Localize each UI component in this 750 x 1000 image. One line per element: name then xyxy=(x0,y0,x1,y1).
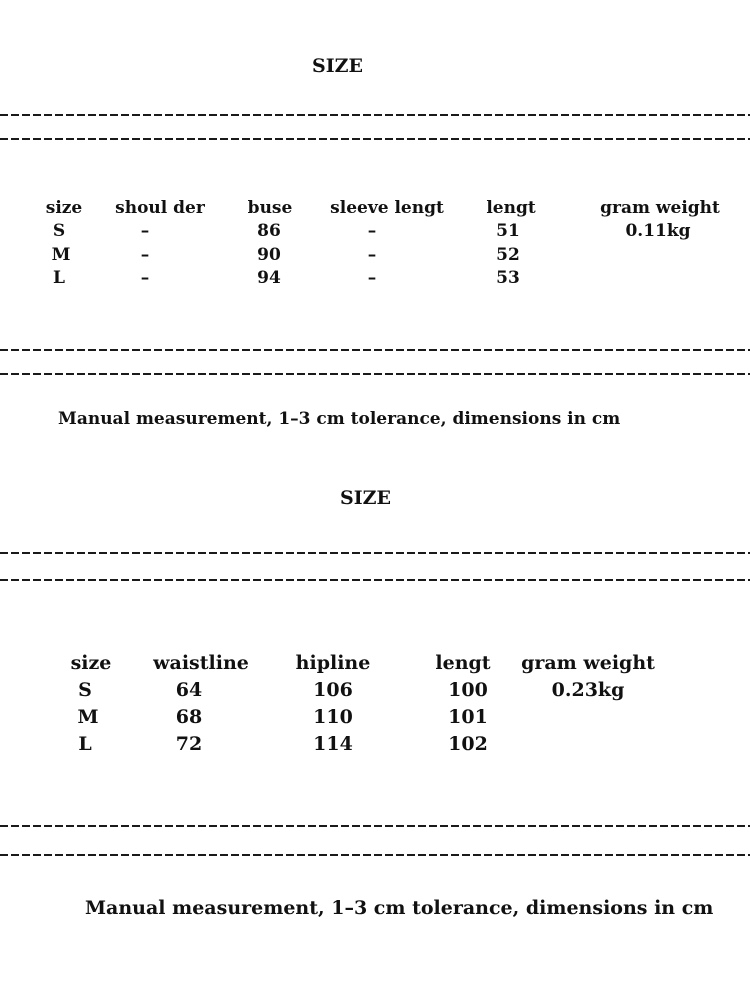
table-header: lengt xyxy=(435,652,491,674)
table-cell: 0.23kg xyxy=(551,679,625,701)
measurement-note: Manual measurement, 1–3 cm tolerance, dimensions in cm xyxy=(58,409,621,429)
dashed-divider xyxy=(0,349,750,351)
dashed-divider xyxy=(0,373,750,375)
table-header: size xyxy=(70,652,112,674)
size-chart-top-title: SIZE xyxy=(312,55,363,77)
table-cell: 51 xyxy=(496,221,520,241)
dashed-divider xyxy=(0,854,750,856)
table-cell: S xyxy=(78,679,92,701)
table-cell: L xyxy=(78,733,92,755)
table-cell: 53 xyxy=(496,268,520,288)
table-cell: – xyxy=(367,221,377,241)
table-cell: 68 xyxy=(175,706,203,728)
table-cell: M xyxy=(77,706,99,728)
dashed-divider xyxy=(0,138,750,140)
table-header: lengt xyxy=(486,198,536,218)
table-cell: 106 xyxy=(313,679,353,701)
table-header: buse xyxy=(247,198,293,218)
table-cell: S xyxy=(52,221,66,241)
table-header: gram weight xyxy=(600,198,720,218)
table-header: gram weight xyxy=(521,652,655,674)
table-cell: 110 xyxy=(313,706,353,728)
table-header: waistline xyxy=(153,652,249,674)
table-cell: 101 xyxy=(448,706,488,728)
table-cell: 72 xyxy=(175,733,203,755)
measurement-note: Manual measurement, 1–3 cm tolerance, dimensions in cm xyxy=(85,897,714,919)
table-cell: 0.11kg xyxy=(625,221,691,241)
table-cell: 52 xyxy=(496,245,520,265)
table-cell: 94 xyxy=(257,268,281,288)
table-cell: – xyxy=(140,245,150,265)
table-cell: 86 xyxy=(257,221,281,241)
table-cell: 64 xyxy=(175,679,203,701)
table-cell: 102 xyxy=(448,733,488,755)
table-header: sleeve lengt xyxy=(330,198,444,218)
table-cell: M xyxy=(51,245,71,265)
table-header: hipline xyxy=(295,652,371,674)
table-cell: – xyxy=(367,268,377,288)
table-cell: – xyxy=(140,221,150,241)
table-header: shoul der xyxy=(115,198,205,218)
dashed-divider xyxy=(0,825,750,827)
dashed-divider xyxy=(0,114,750,116)
table-cell: – xyxy=(140,268,150,288)
table-cell: L xyxy=(53,268,65,288)
table-cell: 114 xyxy=(313,733,353,755)
table-header: size xyxy=(45,198,83,218)
table-cell: 100 xyxy=(448,679,488,701)
table-cell: – xyxy=(367,245,377,265)
dashed-divider xyxy=(0,552,750,554)
dashed-divider xyxy=(0,579,750,581)
size-chart-bottom-title: SIZE xyxy=(340,487,391,509)
table-cell: 90 xyxy=(257,245,281,265)
